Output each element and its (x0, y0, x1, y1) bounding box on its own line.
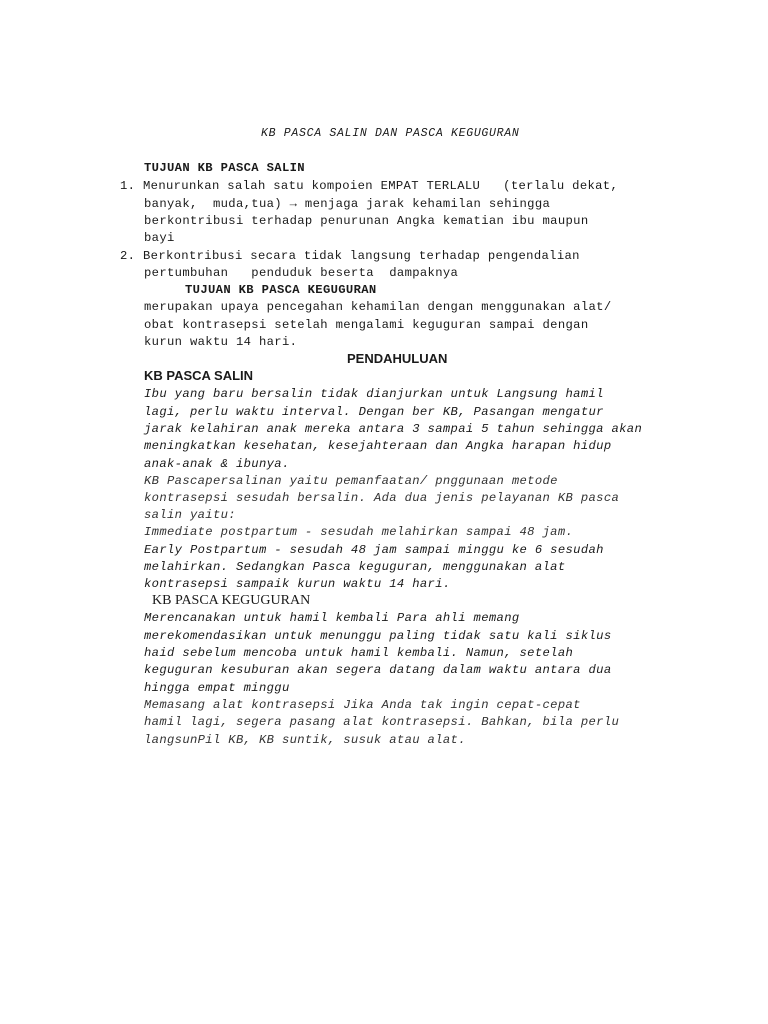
pendahuluan-para2-line-5: Early Postpartum - sesudah 48 jam sampai minggu ke 6 sesudah (144, 543, 604, 557)
pendahuluan-para1-line-5: anak-anak & ibunya. (144, 457, 290, 471)
list-item-1-line-4: bayi (144, 231, 175, 245)
heading-pendahuluan: PENDAHULUAN (347, 351, 448, 366)
pendahuluan-para2-line-1: KB Pascapersalinan yaitu pemanfaatan/ pnggunaan metode (144, 474, 558, 488)
list-item-2-line-2: pertumbuhan penduduk beserta dampaknya (144, 266, 459, 280)
keguguran-para1-line-2: merekomendasikan untuk menunggu paling tidak satu kali siklus (144, 629, 612, 643)
tujuan-keguguran-line-2: obat kontrasepsi setelah mengalami keguguran sampai dengan (144, 318, 589, 332)
keguguran-para1-line-3: haid sebelum mencoba untuk hamil kembali. Namun, setelah (144, 646, 574, 660)
list-item-1-line-1: 1. Menurunkan salah satu kompoien EMPAT TERLALU (terlalu dekat, (120, 179, 619, 193)
document-title: KB PASCA SALIN DAN PASCA KEGUGURAN (261, 127, 520, 140)
keguguran-para2-line-3: langsunPil KB, KB suntik, susuk atau alat. (144, 733, 466, 747)
tujuan-keguguran-line-1: merupakan upaya pencegahan kehamilan dengan menggunakan alat/ (144, 300, 612, 314)
pendahuluan-para2-line-7: kontrasepsi sampaik kurun waktu 14 hari. (144, 577, 451, 591)
pendahuluan-para2-line-3: salin yaitu: (144, 508, 236, 522)
pendahuluan-para1-line-3: jarak kelahiran anak mereka antara 3 sampai 5 tahun sehingga akan (144, 422, 643, 436)
keguguran-para1-line-5: hingga empat minggu (144, 681, 290, 695)
heading-kb-pasca-keguguran: KB PASCA KEGUGURAN (152, 593, 311, 608)
keguguran-para1-line-1: Merencanakan untuk hamil kembali Para ahli memang (144, 611, 520, 625)
subheading-kb-pasca-salin: KB PASCA SALIN (144, 368, 254, 383)
pendahuluan-para1-line-4: meningkatkan kesehatan, kesejahteraan dan Angka harapan hidup (144, 439, 612, 453)
pendahuluan-para1-line-1: Ibu yang baru bersalin tidak dianjurkan untuk Langsung hamil (144, 387, 604, 401)
pendahuluan-para1-line-2: lagi, perlu waktu interval. Dengan ber KB, Pasangan mengatur (144, 405, 604, 419)
heading-tujuan-keguguran: TUJUAN KB PASCA KEGUGURAN (185, 283, 377, 297)
heading-tujuan-salin: TUJUAN KB PASCA SALIN (144, 161, 305, 175)
list-item-2-line-1: 2. Berkontribusi secara tidak langsung terhadap pengendalian (120, 249, 580, 263)
list-item-1-line-3: berkontribusi terhadap penurunan Angka kematian ibu maupun (144, 214, 589, 228)
pendahuluan-para2-line-4: Immediate postpartum - sesudah melahirkan sampai 48 jam. (144, 525, 574, 539)
list-item-1-line-2: banyak, muda,tua) → menjaga jarak kehamilan sehingga (144, 197, 551, 211)
keguguran-para1-line-4: keguguran kesuburan akan segera datang dalam waktu antara dua (144, 663, 612, 677)
keguguran-para2-line-2: hamil lagi, segera pasang alat kontrasepsi. Bahkan, bila perlu (144, 715, 620, 729)
tujuan-keguguran-line-3: kurun waktu 14 hari. (144, 335, 298, 349)
pendahuluan-para2-line-6: melahirkan. Sedangkan Pasca keguguran, menggunakan alat (144, 560, 566, 574)
keguguran-para2-line-1: Memasang alat kontrasepsi Jika Anda tak ingin cepat-cepat (144, 698, 581, 712)
pendahuluan-para2-line-2: kontrasepsi sesudah bersalin. Ada dua jenis pelayanan KB pasca (144, 491, 620, 505)
